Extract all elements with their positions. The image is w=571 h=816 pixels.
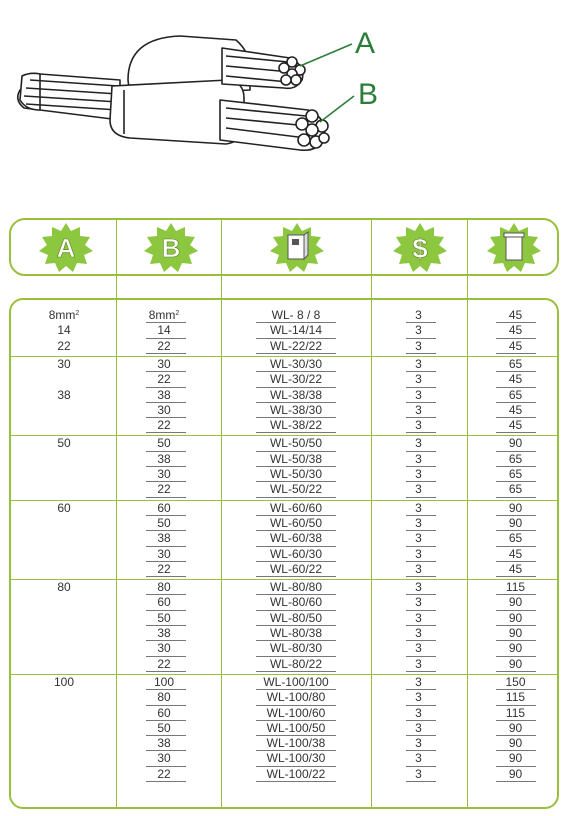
model-number: WL-100/100 [263, 674, 329, 689]
quantity: 3 [415, 436, 422, 451]
quantity: 3 [415, 656, 422, 671]
cell-underline [406, 432, 436, 433]
cable-b-size: 100 [153, 674, 175, 689]
pack-count: 45 [508, 372, 523, 387]
quantity: 3 [415, 387, 422, 402]
pack-count: 150 [505, 674, 526, 689]
cable-b-size: 50 [157, 720, 171, 735]
table-row [11, 357, 557, 372]
pack-count: 90 [508, 751, 523, 766]
quantity: 3 [415, 580, 422, 595]
pack-count: 90 [508, 610, 523, 625]
carton-icon [469, 220, 559, 274]
table-row [11, 547, 557, 562]
table-row [11, 626, 557, 641]
quantity: 3 [415, 372, 422, 387]
cell-underline [256, 432, 336, 433]
model-number: WL-100/50 [266, 720, 326, 735]
pack-count: 65 [508, 482, 523, 497]
quantity: 3 [415, 561, 422, 576]
B-badge-icon [121, 220, 221, 274]
model-number: WL-80/30 [269, 641, 323, 656]
pack-count: 90 [508, 626, 523, 640]
model-number: WL-22/22 [269, 338, 323, 353]
quantity: 3 [415, 531, 422, 546]
model-number: WL-50/38 [269, 451, 323, 466]
quantity: 3 [415, 451, 422, 466]
quantity: 3 [415, 641, 422, 656]
quantity: 3 [415, 626, 422, 640]
cable-b-size: 38 [157, 451, 171, 466]
pack-count: 115 [505, 705, 526, 720]
cell-underline [406, 781, 436, 782]
cable-b-size: 30 [157, 546, 171, 561]
cell-underline [496, 781, 536, 782]
quantity: 3 [415, 595, 422, 610]
model-number: WL-80/50 [269, 610, 323, 625]
quantity: 3 [415, 546, 422, 561]
cable-a-size: 22 [57, 338, 71, 353]
quantity: 3 [415, 482, 422, 497]
quantity: 3 [415, 308, 422, 322]
cable-b-size: 60 [157, 595, 171, 610]
pack-count: 90 [508, 500, 523, 515]
model-number: WL-80/80 [269, 580, 323, 595]
cable-a-size: 38 [57, 387, 71, 402]
cable-b-size: 60 [157, 705, 171, 720]
cable-b-size: 38 [157, 387, 171, 402]
pack-count: 90 [508, 720, 523, 735]
pack-count: 45 [508, 308, 523, 322]
table-row [11, 516, 557, 531]
cable-b-size: 14 [157, 323, 171, 338]
quantity: 3 [415, 690, 422, 705]
cable-b-size: 30 [157, 751, 171, 766]
table-row [11, 372, 557, 387]
model-number: WL-50/22 [269, 482, 323, 497]
svg-text:A: A [56, 233, 76, 263]
column-divider [221, 300, 222, 807]
cable-a-size: 100 [53, 674, 75, 689]
model-number: WL-60/22 [269, 561, 323, 576]
quantity: 3 [415, 467, 422, 481]
model-number: WL-100/30 [266, 751, 326, 766]
pack-count: 45 [508, 402, 523, 417]
pack-count: 65 [508, 467, 523, 481]
model-number: WL-38/38 [269, 387, 323, 402]
table-row [11, 339, 557, 354]
quantity: 3 [415, 674, 422, 689]
quantity: 3 [415, 720, 422, 735]
cable-a-size: $8mm^2$ [48, 308, 80, 322]
table-row [11, 690, 557, 705]
cable-connector-illustration [0, 0, 571, 200]
table-header [9, 218, 559, 276]
cable-b-size: 22 [157, 656, 171, 671]
model-number: WL-60/30 [269, 546, 323, 561]
quantity: 3 [415, 515, 422, 530]
table-row [11, 736, 557, 751]
model-number: WL-80/22 [269, 656, 323, 671]
cable-b-size: 80 [157, 690, 171, 705]
cable-a-size: 14 [57, 323, 71, 338]
table-row [11, 675, 557, 690]
quantity: 3 [415, 751, 422, 766]
quantity: 3 [415, 418, 422, 433]
model-number: WL-60/38 [269, 531, 323, 546]
model-number: WL-50/30 [269, 467, 323, 481]
model-number: WL-38/30 [269, 402, 323, 417]
pack-count: 45 [508, 418, 523, 433]
cell-underline [406, 497, 436, 498]
table-row [11, 562, 557, 577]
cell-underline [146, 353, 186, 354]
cable-a-size: 50 [57, 436, 71, 451]
pack-count: 65 [508, 531, 523, 546]
A-badge-icon [21, 220, 111, 274]
model-box-icon [223, 220, 371, 274]
cell-underline [496, 576, 536, 577]
svg-text:B: B [161, 233, 181, 263]
pack-count: 45 [508, 546, 523, 561]
cell-underline [256, 576, 336, 577]
pack-count: 65 [508, 387, 523, 402]
pack-count: 90 [508, 595, 523, 610]
cell-underline [256, 781, 336, 782]
dollar-badge-icon [373, 220, 467, 274]
quantity: 3 [415, 402, 422, 417]
pack-count: 90 [508, 641, 523, 656]
model-number: WL-30/30 [269, 356, 323, 371]
model-number: WL-60/50 [269, 515, 323, 530]
cable-b-size: $8mm^2$ [148, 308, 180, 322]
cable-b-size: 30 [157, 356, 171, 371]
column-divider [371, 300, 372, 807]
pack-count: 90 [508, 736, 523, 751]
cell-underline [496, 671, 536, 672]
table-row [11, 767, 557, 782]
pack-count: 65 [508, 451, 523, 466]
table-row [11, 501, 557, 516]
cell-underline [146, 781, 186, 782]
cable-b-size: 22 [157, 766, 171, 781]
cell-underline [406, 576, 436, 577]
pack-count: 115 [505, 690, 526, 705]
cable-b-size: 38 [157, 736, 171, 751]
quantity: 3 [415, 500, 422, 515]
cell-underline [496, 432, 536, 433]
table-row [11, 611, 557, 626]
table-row [11, 595, 557, 610]
model-number: WL-80/60 [269, 595, 323, 610]
pack-count: 90 [508, 515, 523, 530]
cell-underline [496, 353, 536, 354]
cable-b-size: 30 [157, 402, 171, 417]
cable-b-size: 22 [157, 372, 171, 387]
cable-b-size: 22 [157, 418, 171, 433]
table-row [11, 403, 557, 418]
model-number: WL-80/38 [269, 626, 323, 640]
table-row [11, 580, 557, 595]
cable-a-size: 60 [57, 500, 71, 515]
cell-underline [146, 432, 186, 433]
cell-underline [496, 497, 536, 498]
cable-b-size: 22 [157, 338, 171, 353]
model-number: WL-100/60 [266, 705, 326, 720]
cable-b-size: 22 [157, 482, 171, 497]
model-number: WL-60/60 [269, 500, 323, 515]
cable-b-size: 22 [157, 561, 171, 576]
table-row [11, 482, 557, 497]
cable-a-size: 30 [57, 356, 71, 371]
model-number: WL-38/22 [269, 418, 323, 433]
pack-count: 45 [508, 323, 523, 338]
cable-b-size: 30 [157, 641, 171, 656]
model-number: WL-14/14 [269, 323, 323, 338]
header-spacer [9, 276, 559, 298]
data-table [9, 298, 559, 809]
table-row [11, 436, 557, 451]
model-number: WL- 8 / 8 [271, 308, 321, 322]
quantity: 3 [415, 338, 422, 353]
svg-text:$: $ [412, 233, 428, 264]
cell-underline [256, 497, 336, 498]
table-row [11, 388, 557, 403]
cable-b-size: 50 [157, 436, 171, 451]
column-divider [467, 300, 468, 807]
table-row [11, 706, 557, 721]
model-number: WL-100/38 [266, 736, 326, 751]
cell-underline [146, 497, 186, 498]
table-row [11, 308, 557, 323]
table-row [11, 418, 557, 433]
pack-count: 65 [508, 356, 523, 371]
cable-b-size: 50 [157, 515, 171, 530]
table-row [11, 452, 557, 467]
label-a: A [355, 27, 376, 60]
pack-count: 90 [508, 766, 523, 781]
cell-underline [406, 671, 436, 672]
cell-underline [256, 671, 336, 672]
cable-a-size: 80 [57, 580, 71, 595]
table-row [11, 531, 557, 546]
cable-b-size: 50 [157, 610, 171, 625]
table-row [11, 467, 557, 482]
cable-b-size: 38 [157, 626, 171, 640]
column-divider [116, 300, 117, 807]
table-row [11, 323, 557, 338]
cable-b-size: 30 [157, 467, 171, 481]
cell-underline [406, 353, 436, 354]
table-row [11, 641, 557, 656]
cell-underline [146, 576, 186, 577]
table-row [11, 751, 557, 766]
quantity: 3 [415, 356, 422, 371]
quantity: 3 [415, 323, 422, 338]
table-row [11, 657, 557, 672]
pack-count: 90 [508, 656, 523, 671]
cell-underline [146, 671, 186, 672]
model-number: WL-50/50 [269, 436, 323, 451]
cell-underline [256, 353, 336, 354]
model-number: WL-100/22 [266, 766, 326, 781]
table-row [11, 721, 557, 736]
label-b: B [358, 78, 379, 111]
quantity: 3 [415, 736, 422, 751]
cable-b-size: 80 [157, 580, 171, 595]
quantity: 3 [415, 766, 422, 781]
pack-count: 115 [505, 580, 526, 595]
cable-b-size: 60 [157, 500, 171, 515]
pack-count: 45 [508, 338, 523, 353]
quantity: 3 [415, 705, 422, 720]
model-number: WL-100/80 [266, 690, 326, 705]
pack-count: 45 [508, 561, 523, 576]
quantity: 3 [415, 610, 422, 625]
model-number: WL-30/22 [269, 372, 323, 387]
cable-b-size: 38 [157, 531, 171, 546]
pack-count: 90 [508, 436, 523, 451]
